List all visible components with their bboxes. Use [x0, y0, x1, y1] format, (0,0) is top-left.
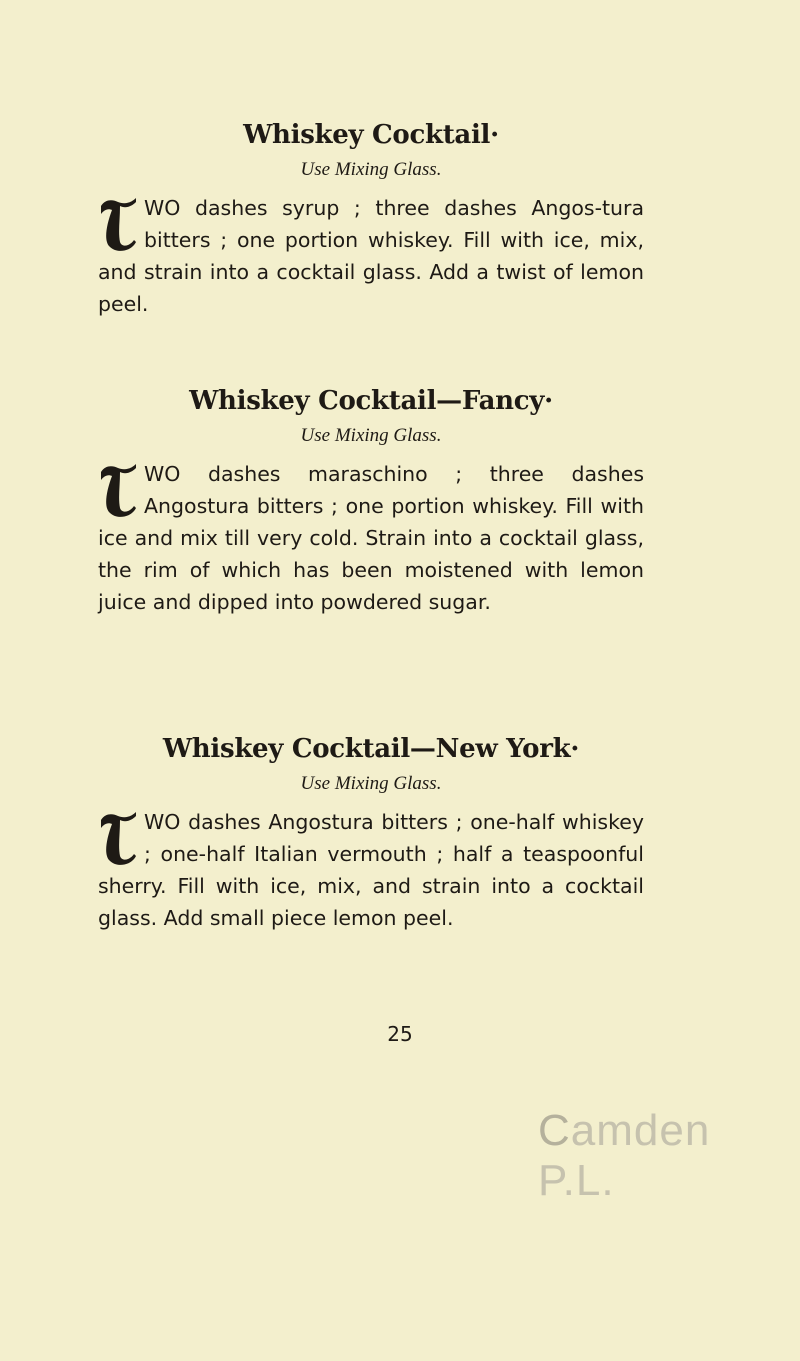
- library-stamp: [538, 1106, 800, 1206]
- recipe-whiskey-cocktail-new-york: [98, 732, 644, 934]
- recipe-title: Whiskey Cocktail·: [243, 120, 499, 150]
- drop-cap-t: [98, 194, 138, 254]
- recipe-text: WO dashes Angostura bitters ; one-half whiskey ; one-half Italian vermouth ; half a teaspoonful sherry. Fill with ice, mix, and strain into a cocktail glass. Add small piece lemon peel.: [98, 810, 644, 930]
- stamp-text: amden P.L.: [538, 1106, 711, 1205]
- glass-note: Use Mixing Glass.: [300, 425, 442, 446]
- drop-cap-t: [98, 808, 138, 868]
- glass-note: Use Mixing Glass.: [300, 773, 442, 794]
- drop-cap-t: [98, 460, 138, 520]
- recipe-body: [98, 458, 644, 618]
- recipe-whiskey-cocktail: [98, 118, 644, 320]
- stamp-initial: C: [538, 1106, 571, 1155]
- recipe-title: Whiskey Cocktail—Fancy·: [189, 386, 553, 416]
- recipe-body: [98, 192, 644, 320]
- recipe-title: Whiskey Cocktail—New York·: [162, 734, 580, 764]
- recipe-whiskey-cocktail-fancy: [98, 384, 644, 618]
- recipe-text: WO dashes syrup ; three dashes Angos-tura bitters ; one portion whiskey. Fill with ice, mix, and strain into a cocktail glass. Add a twist of lemon peel.: [98, 196, 644, 316]
- glass-note: Use Mixing Glass.: [300, 159, 442, 180]
- ornamental-t-icon: [98, 460, 138, 520]
- recipe-body: [98, 806, 644, 934]
- ornamental-t-icon: [98, 808, 138, 868]
- page-number: 25: [387, 1022, 413, 1046]
- ornamental-t-icon: [98, 194, 138, 254]
- recipe-text: WO dashes maraschino ; three dashes Angostura bitters ; one portion whiskey. Fill with ice and mix till very cold. Strain into a cocktail glass, the rim of which has been moistened with lemon juice and dipped into powdered sugar.: [98, 462, 644, 614]
